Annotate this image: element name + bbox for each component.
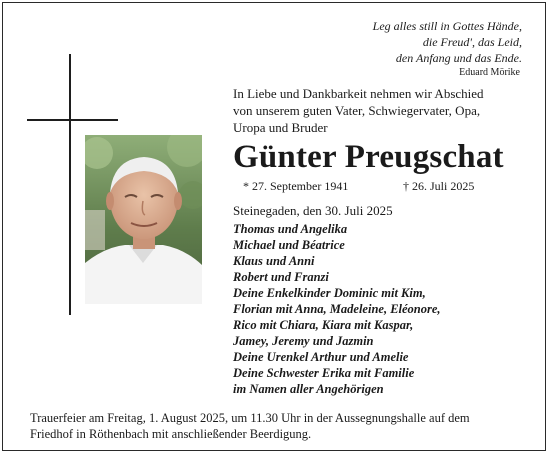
mourner-line: Deine Enkelkinder Dominic mit Kim, (233, 286, 426, 300)
intro-line: Uropa und Bruder (233, 120, 328, 135)
funeral-info (30, 410, 530, 442)
poem-line: Leg alles still in Gottes Hände, (372, 19, 522, 33)
birth-date: * 27. September 1941 (243, 179, 349, 193)
mourner-line: Thomas und Angelika (233, 222, 348, 236)
place-date: Steinegaden, den 30. Juli 2025 (233, 203, 393, 218)
cross-icon-bar (27, 119, 118, 121)
mourner-line: Rico mit Chiara, Kiara mit Kaspar, (233, 318, 414, 332)
mourner-line: Deine Schwester Erika mit Familie (233, 366, 415, 380)
funeral-info-line: Trauerfeier am Freitag, 1. August 2025, um 11.30 Uhr in der Aussegnungshalle auf dem (30, 411, 470, 425)
poem-line: den Anfang und das Ende. (395, 51, 522, 65)
mourners-list (233, 221, 441, 397)
mourner-line: Deine Urenkel Arthur und Amelie (233, 350, 409, 364)
intro-line: von unserem guten Vater, Schwiegervater, Opa, (233, 103, 481, 118)
mourner-line: Klaus und Anni (233, 254, 315, 268)
mourner-line: Florian mit Anna, Madeleine, Eléonore, (233, 302, 441, 316)
poem (373, 18, 522, 80)
portrait-photo (85, 135, 202, 304)
mourner-line: im Namen aller Angehörigen (233, 382, 384, 396)
mourner-line: Jamey, Jeremy und Jazmin (233, 334, 374, 348)
funeral-info-line: Friedhof in Röthenbach mit anschließender Beerdigung. (30, 427, 312, 441)
poem-author: Eduard Mörike (459, 67, 520, 78)
death-date: † 26. Juli 2025 (403, 179, 475, 193)
mourner-line: Michael und Béatrice (233, 238, 345, 252)
intro-line: In Liebe und Dankbarkeit nehmen wir Abschied (233, 86, 484, 101)
intro-text (233, 85, 484, 136)
deceased-name: Günter Preugschat (233, 139, 504, 175)
cross-icon (69, 54, 71, 315)
mourner-line: Robert und Franzi (233, 270, 329, 284)
poem-line: die Freud', das Leid, (422, 35, 522, 49)
